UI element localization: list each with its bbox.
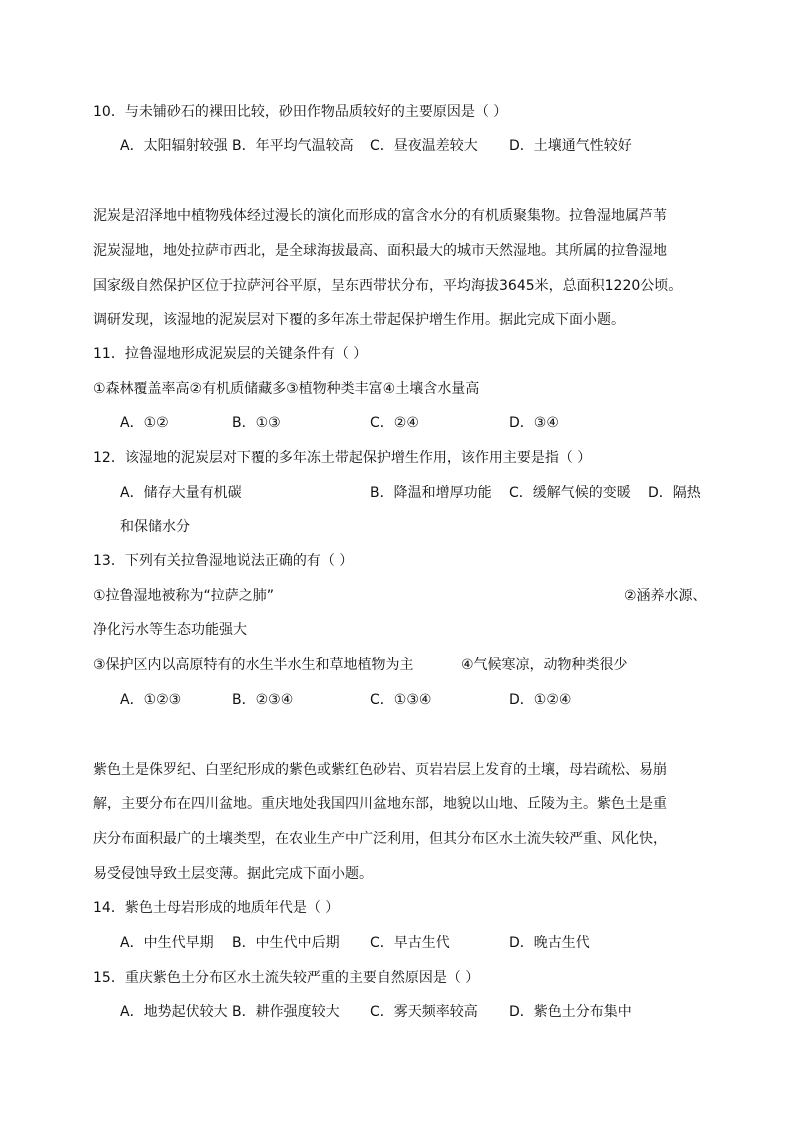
q12-option-a: A．储存大量有机碳 (120, 485, 242, 501)
q14-option-a: A．中生代早期 (120, 935, 214, 951)
q15-option-d: D．紫色土分布集中 (509, 1004, 632, 1020)
q11-choices: ①森林覆盖率高②有机质储藏多③植物种类丰富④土壤含水量高 (93, 381, 480, 397)
q12-option-d-continued: 和保储水分 (120, 519, 190, 535)
q11-option-c: C．②④ (370, 415, 419, 431)
question-14-stem: 14．紫色土母岩形成的地质年代是（ ） (93, 900, 340, 916)
passage-1-line-1: 泥炭是沼泽地中植物残体经过漫长的演化而形成的富含水分的有机质聚集物。拉鲁湿地属芦苇 (93, 208, 667, 224)
question-12-stem: 12．该湿地的泥炭层对下覆的多年冻土带起保护增生作用，该作用主要是指（ ） (93, 450, 592, 466)
q10-option-c: C．昼夜温差较大 (370, 138, 478, 154)
q10-option-b: B．年平均气温较高 (232, 138, 354, 154)
q13-choice-2: ②涵养水源、 (624, 588, 707, 604)
passage-1-line-2: 泥炭湿地，地处拉萨市西北，是全球海拔最高、面积最大的城市天然湿地。其所属的拉鲁湿地 (93, 243, 667, 259)
q10-option-a: A．太阳辐射较强 (120, 138, 228, 154)
q15-option-a: A．地势起伏较大 (120, 1004, 228, 1020)
q13-choice-3: ③保护区内以高原特有的水生半水生和草地植物为主 (93, 657, 414, 673)
passage-1-line-4: 调研发现，该湿地的泥炭层对下覆的多年冻土带起保护增生作用。据此完成下面小题。 (93, 312, 625, 328)
passage-2-line-4: 易受侵蚀导致土层变薄。据此完成下面小题。 (93, 866, 373, 882)
q13-option-b: B．②③④ (232, 692, 294, 708)
question-13-stem: 13．下列有关拉鲁湿地说法正确的有（ ） (93, 553, 354, 569)
q12-option-b: B．降温和增厚功能 (370, 485, 492, 501)
passage-2-line-3: 庆分布面积最广的土壤类型，在农业生产中广泛利用，但其分布区水土流失较严重、风化快， (93, 831, 667, 847)
passage-2-line-2: 解，主要分布在四川盆地。重庆地处我国四川盆地东部，地貌以山地、丘陵为主。紫色土是重 (93, 796, 667, 812)
q13-option-a: A．①②③ (120, 692, 182, 708)
q13-choice-2-continued: 净化污水等生态功能强大 (93, 622, 247, 638)
q12-option-d: D．隔热 (648, 485, 701, 501)
question-11-stem: 11．拉鲁湿地形成泥炭层的关键条件有（ ） (93, 346, 368, 362)
q14-option-d: D．晚古生代 (509, 935, 590, 951)
q14-option-b: B．中生代中后期 (232, 935, 340, 951)
q13-choice-4: ④气候寒凉，动物种类很少 (461, 657, 628, 673)
q13-option-d: D．①②④ (509, 692, 572, 708)
q15-option-b: B．耕作强度较大 (232, 1004, 340, 1020)
q11-option-d: D．③④ (509, 415, 559, 431)
passage-2-line-1: 紫色土是侏罗纪、白垩纪形成的紫色或紫红色砂岩、页岩岩层上发育的土壤，母岩疏松、易崩 (93, 762, 667, 778)
q13-choice-1: ①拉鲁湿地被称为“拉萨之肺” (93, 588, 275, 604)
question-10-stem: 10．与未铺砂石的裸田比较，砂田作物品质较好的主要原因是（ ） (93, 104, 508, 120)
q10-option-d: D．土壤通气性较好 (509, 138, 632, 154)
q15-option-c: C．雾天频率较高 (370, 1004, 478, 1020)
passage-1-line-3: 国家级自然保护区位于拉萨河谷平原，呈东西带状分布，平均海拔3645米，总面积1220公顷。 (93, 278, 683, 294)
q11-option-a: A．①② (120, 415, 169, 431)
question-15-stem: 15．重庆紫色土分布区水土流失较严重的主要自然原因是（ ） (93, 970, 480, 986)
q14-option-c: C．早古生代 (370, 935, 450, 951)
q12-option-c: C．缓解气候的变暖 (509, 485, 631, 501)
q13-option-c: C．①③④ (370, 692, 432, 708)
q11-option-b: B．①③ (232, 415, 281, 431)
